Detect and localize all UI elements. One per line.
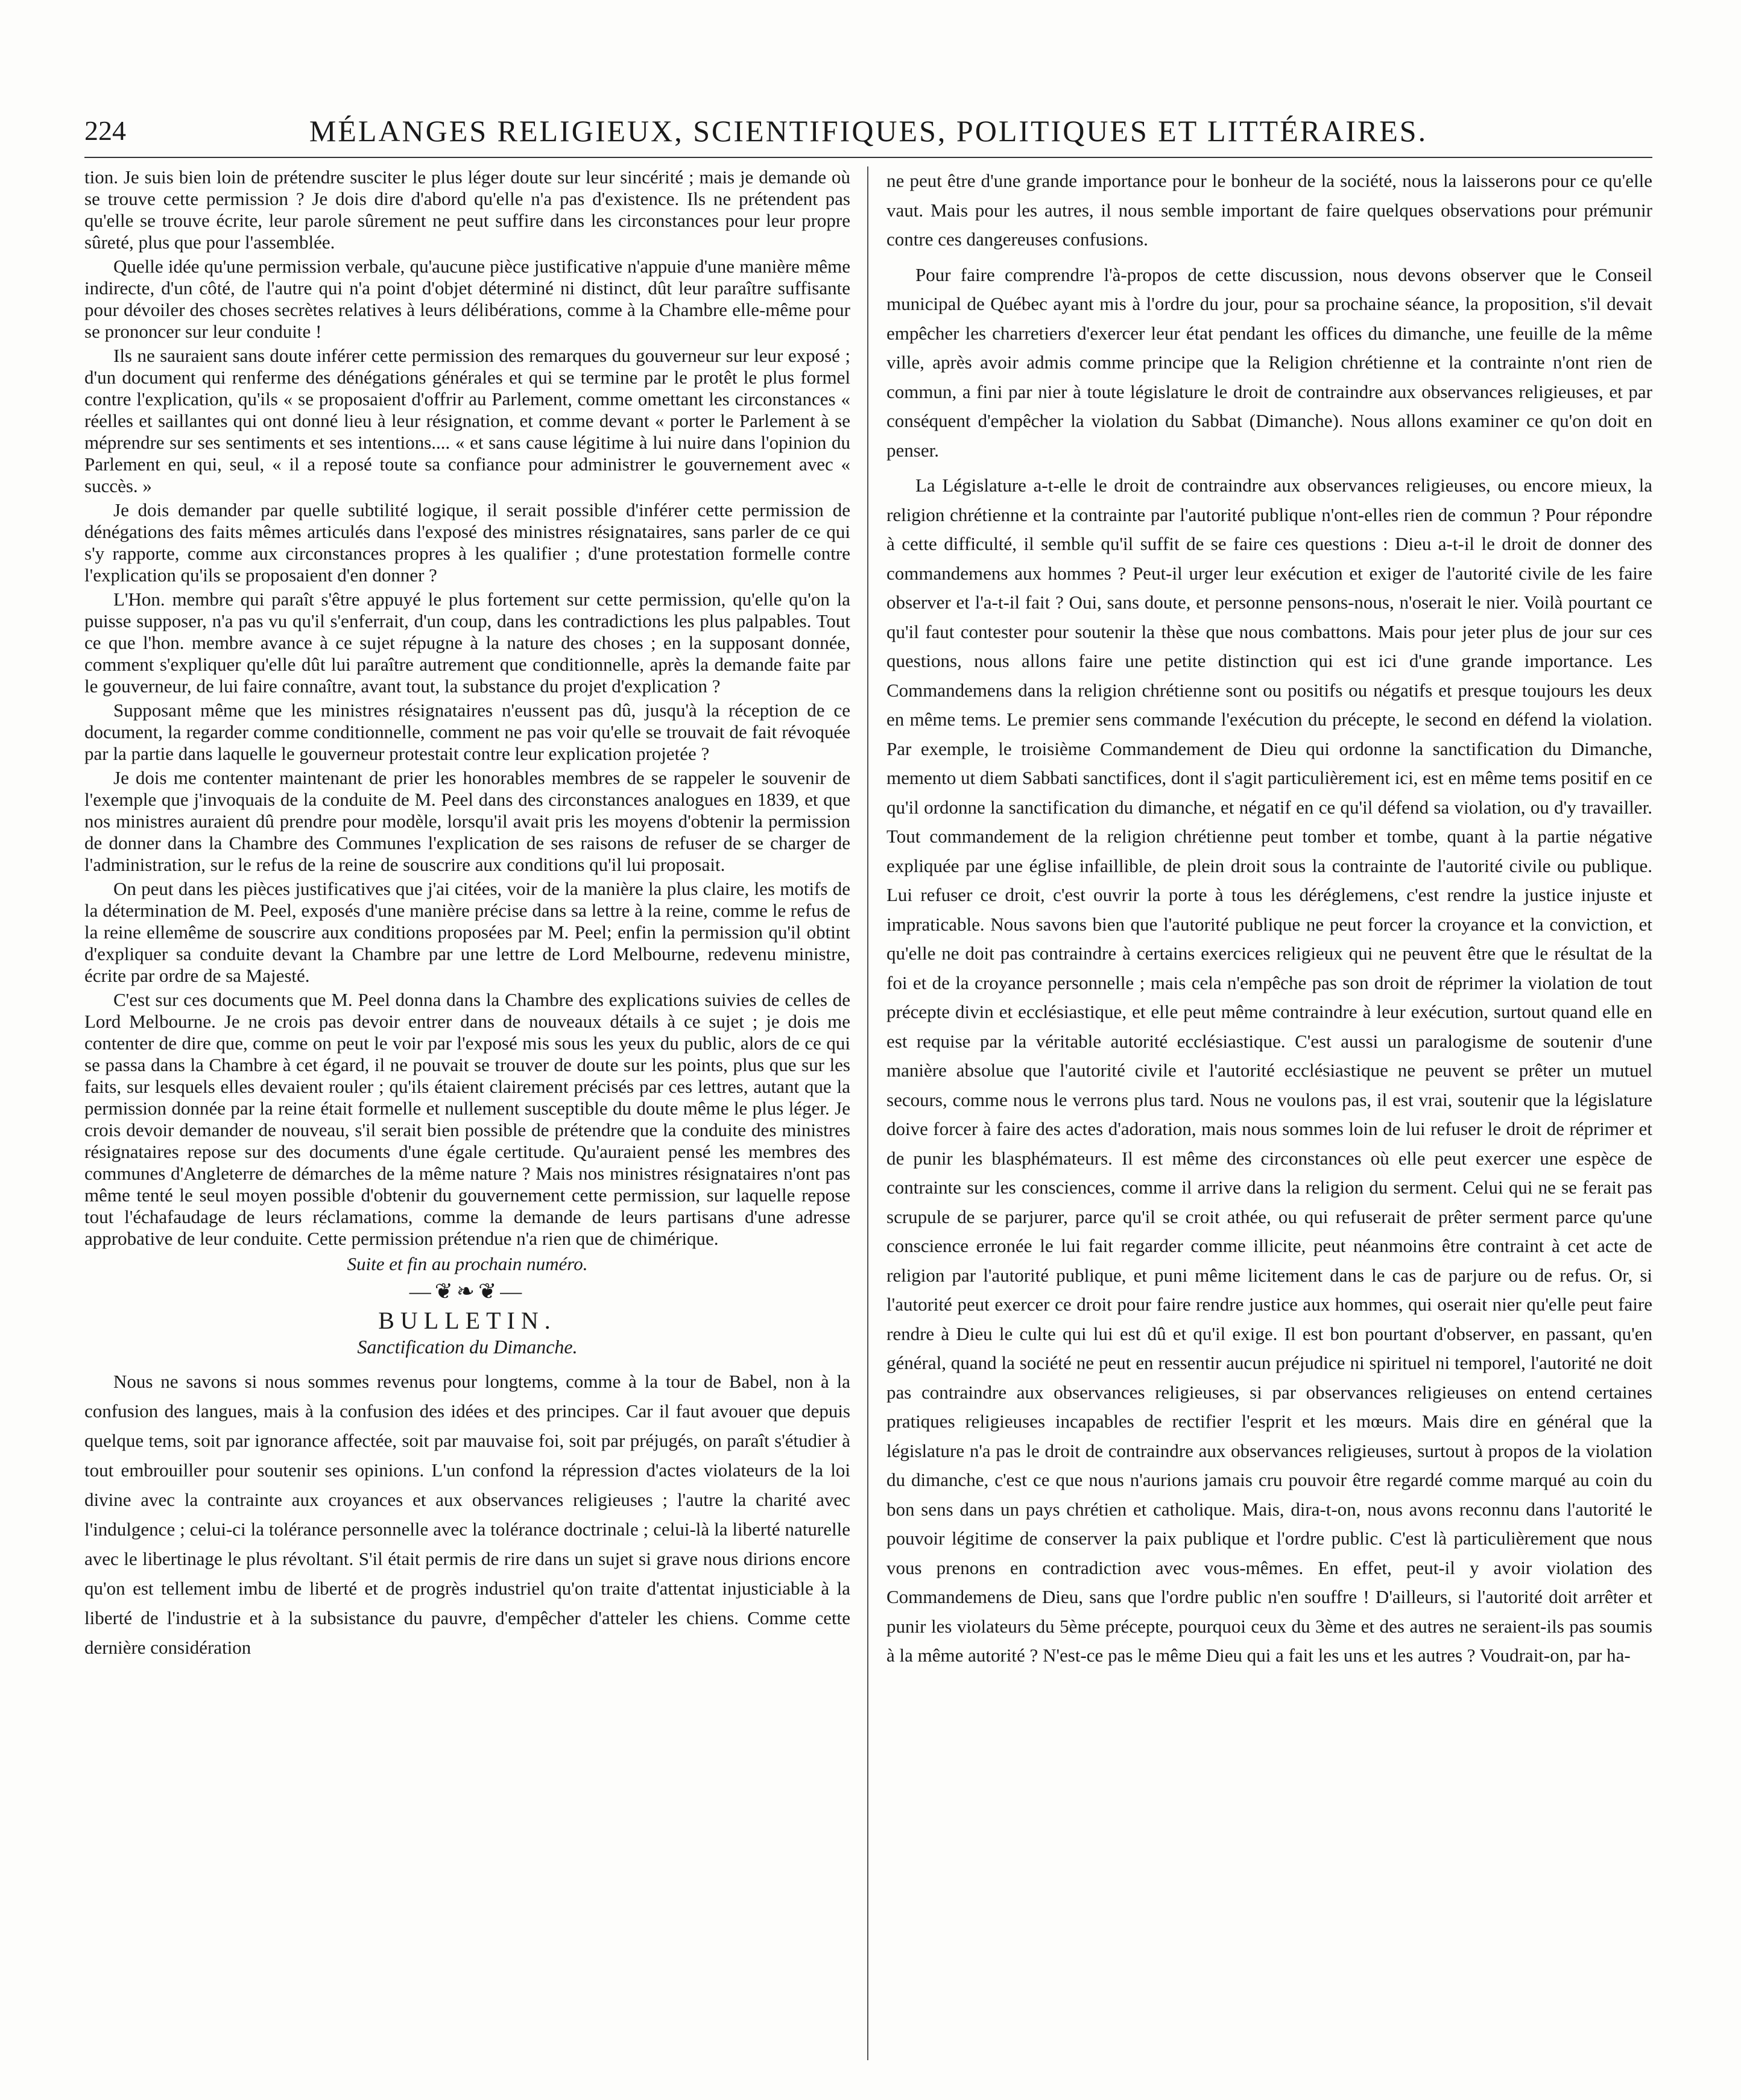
page-number: 224 bbox=[84, 115, 126, 146]
running-title: MÉLANGES RELIGIEUX, SCIENTIFIQUES, POLITIQUES ET LITTÉRAIRES. bbox=[309, 114, 1428, 148]
right-paragraph: Pour faire comprendre l'à-propos de cette discussion, nous devons observer que le Conseil municipal de Québec ayant mis à l'ordre du jour, pour sa prochaine séance, la proposition, s'il devait empêcher les charretiers d'exercer leur état pendant les offices du dimanche, une feuille de la même ville, après avoir admis comme principe que la Religion chrétienne et la contrainte n'ont rien de commun, a fini par nier à toute législature le droit de contraindre aux observances religieuses, et par conséquent d'empêcher la violation du Sabbat (Dimanche). Nous allons examiner ce qu'on doit en penser. bbox=[886, 264, 1652, 461]
column-divider bbox=[867, 166, 868, 2060]
right-paragraph: ne peut être d'une grande importance pour le bonheur de la société, nous la laisserons pour ce qu'elle vaut. Mais pour les autres, il nous semble important de faire quelques observations pour prémunir contre ces dangereuses confusions. bbox=[886, 170, 1652, 250]
left-paragraph: Quelle idée qu'une permission verbale, qu'aucune pièce justificative n'appuie d'une manière même indirecte, d'un côté, de l'autre qui n'a point d'objet déterminé ni distinct, dût leur paraître suffisante pour dévoiler des choses secrètes relatives à leurs délibérations, comme à la Chambre elle-même pour se prononcer sur leur conduite ! bbox=[84, 256, 850, 342]
left-paragraph: tion. Je suis bien loin de prétendre susciter le plus léger doute sur leur sincérité ; mais je demande où se trouve cette permission ? Je dois dire d'abord qu'elle n'a pas d'existence. Ils ne prétendent pas qu'elle se trouve écrite, leur parole sûrement ne peut suffire dans les circonstances pour leur propre sûreté, plus que pour l'assemblée. bbox=[84, 166, 850, 253]
left-paragraph: Ils ne sauraient sans doute inférer cette permission des remarques du gouverneur sur leur exposé ; d'un document qui renferme des dénégations générales et qui se termine par le protêt le plus formel contre l'explication, qu'ils « se proposaient d'offrir au Parlement, comme omettant les circonstances « réelles et saillantes qui ont donné lieu à leur résignation, et comme devant « porter le Parlement à se méprendre sur ses sentiments et ses intentions.... « et sans cause légitime à lui nuire dans l'opinion du Parlement en qui, seul, « il a reposé toute sa confiance pour administrer le gouvernement avec « succès. » bbox=[84, 345, 850, 496]
left-column bbox=[84, 166, 850, 2060]
bulletin-subtitle: Sanctification du Dimanche. bbox=[357, 1336, 578, 1358]
continuation-note: Suite et fin au prochain numéro. bbox=[347, 1253, 588, 1274]
left-paragraph: C'est sur ces documents que M. Peel donna dans la Chambre des explications suivies de celles de Lord Melbourne. Je ne crois pas devoir entrer dans de nouveaux détails à ce sujet ; je dois me contenter de dire que, comme on peut le voir par l'exposé mis sous les yeux du public, alors de ce qui se passa dans la Chambre à cet égard, il ne pouvait se trouver de doute sur les points, plus que sur les faits, sur lesquels elles devaient rouler ; qu'ils étaient clairement précisés par ces lettres, autant que la permission donnée par la reine était formelle et nullement susceptible du doute même le plus léger. Je crois devoir demander de nouveau, s'il serait bien possible de prétendre que la conduite des ministres résignataires repose sur des documents d'une égale certitude. Qu'auraient pensé les membres des communes d'Angleterre de démarches de la même nature ? Mais nos ministres résignataires n'ont pas même tenté le seul moyen possible d'obtenir du gouvernement cette permission, sur laquelle repose tout l'échafaudage de leurs réclamations, comme la demande de leurs partisans d'une adresse approbative de leur conduite. Cette permission prétendue n'a rien que de chimérique. bbox=[84, 989, 850, 1249]
text-columns bbox=[84, 166, 1652, 2060]
running-header bbox=[84, 109, 1652, 158]
bulletin-title: BULLETIN. bbox=[378, 1307, 557, 1334]
left-paragraph: Supposant même que les ministres résignataires n'eussent pas dû, jusqu'à la réception de ce document, la regarder comme conditionnelle, comment ne pas voir qu'elle se trouvait de fait révoquée par la partie dans laquelle le gouverneur protestait contre leur explication projetée ? bbox=[84, 700, 850, 764]
left-paragraph: Je dois me contenter maintenant de prier les honorables membres de se rappeler le souvenir de l'exemple que j'invoquais de la conduite de M. Peel dans des circonstances analogues en 1839, et que nos ministres auraient dû prendre pour modèle, lorsqu'il avait pris les moyens d'obtenir la permission de donner dans la Chambre des Communes l'explication de ses raisons de refuser de se charger de l'administration, sur le refus de la reine de souscrire aux conditions qu'il lui proposait. bbox=[84, 767, 850, 875]
left-paragraph: L'Hon. membre qui paraît s'être appuyé le plus fortement sur cette permission, qu'elle qu'on la puisse supposer, n'a pas vu qu'il s'enferrait, d'un coup, dans les contradictions les plus palpables. Tout ce que l'hon. membre avance à ce sujet répugne à la nature des choses ; en la supposant donnée, comment s'expliquer qu'elle dût lui paraître autrement que conditionnelle, après la demande faite par le gouverneur, de lui faire connaître, avant tout, la substance du projet d'explication ? bbox=[84, 589, 850, 697]
document-page bbox=[84, 109, 1652, 2063]
bulletin-paragraph: Nous ne savons si nous sommes revenus pour longtems, comme à la tour de Babel, non à la confusion des langues, mais à la confusion des idées et des principes. Car il faut avouer que depuis quelque tems, soit par ignorance affectée, soit par mauvaise foi, soit par préjugés, on paraît s'étudier à tout embrouiller pour soutenir ses opinions. L'un confond la répression d'actes violateurs de la loi divine avec la contrainte aux croyances et aux observances religieuses ; l'autre la charité avec l'indulgence ; celui-ci la tolérance personnelle avec la tolérance doctrinale ; celui-là la liberté naturelle avec le libertinage le plus révoltant. S'il était permis de rire dans un sujet si grave nous dirions encore qu'on est tellement imbu de liberté et de progrès industriel qu'on traite d'attentat injusticiable à la liberté de l'industrie et à la subsistance du pauvre, d'empêcher d'atteler les chiens. Comme cette dernière considération bbox=[84, 1371, 850, 1658]
left-paragraph: Je dois demander par quelle subtilité logique, il serait possible d'inférer cette permission de dénégations des faits mêmes articulés dans l'exposé des ministres résignataires, sans parler de ce qui s'y rapporte, comme aux circonstances propres à les qualifier ; d'une protestation formelle contre l'explication qu'ils se proposaient d'en donner ? bbox=[84, 499, 850, 586]
right-paragraph: La Législature a-t-elle le droit de contraindre aux observances religieuses, ou encore mieux, la religion chrétienne et la contrainte par l'autorité publique n'ont-elles rien de commun ? Pour répondre à cette difficulté, il semble qu'il suffit de se faire ces questions : Dieu a-t-il le droit de donner des commandemens aux hommes ? Peut-il urger leur exécution et exiger de l'autorité civile de les faire observer et l'a-t-il fait ? Oui, sans doute, et personne pensons-nous, n'oserait le nier. Voilà pourtant ce qu'il faut contester pour soutenir la thèse que nous combattons. Mais pour jeter plus de jour sur ces questions, nous allons faire une petite distinction qui est ici d'une grande importance. Les Commandemens dans la religion chrétienne sont ou positifs ou négatifs et presque toujours les deux en même tems. Le premier sens commande l'exécution du précepte, le second en défend la violation. Par exemple, le troisième Commandement de Dieu qui ordonne la sanctification du Dimanche, memento ut diem Sabbati sanctifices, dont il s'agit particulièrement ici, est en même tems positif en ce qu'il ordonne la sanctification du dimanche, et négatif en ce qu'il défend sa violation, ou d'y travailler. Tout commandement de la religion chrétienne peut tomber et tombe, quant à la partie négative expliquée par une église infaillible, de plein droit sous la contrainte de l'autorité civile ou publique. Lui refuser ce droit, c'est ouvrir la porte à tous les déréglemens, c'est rendre la justice injuste et impraticable. Nous savons bien que l'autorité publique ne peut forcer la croyance et la conviction, et qu'elle ne doit pas contraindre à certains exercices religieux qui ne peuvent être que le résultat de la foi et de la croyance personnelle ; mais cela n'empêche pas son droit de réprimer la violation de tout précepte divin et ecclésiastique, et elle peut même contraindre à leur exécution, surtout quand elle en est requise par la véritable autorité ecclésiastique. C'est aussi un paralogisme de soutenir d'une manière absolue que l'autorité civile et l'autorité ecclésiastique ne peuvent se prêter un mutuel secours, comme nous le verrons plus tard. Nous ne voulons pas, il est vrai, soutenir que la législature doive forcer à faire des actes d'adoration, mais nous sommes loin de lui refuser le droit de réprimer et de punir les blasphémateurs. Il est même des circonstances où elle peut exercer une espèce de contrainte sur les consciences, comme il arrive dans la religion du serment. Celui qui ne se ferait pas scrupule de se parjurer, parce qu'il se croit athée, ou qui refuserait de prêter serment parce qu'une conscience erronée le lui fait regarder comme illicite, peut néanmoins être contraint à cet acte de religion par l'autorité publique, et puni même licitement dans le cas de parjure ou de refus. Or, si l'autorité peut exercer ce droit pour faire rendre justice aux hommes, qui oserait nier qu'elle peut faire rendre à Dieu le culte qui lui est dû et qu'il exige. Il est bon pourtant d'observer, en passant, qu'en général, quand la société ne peut en ressentir aucun préjudice ni spirituel ni temporel, l'autorité ne doit pas contraindre aux observances religieuses, si par observances religieuses on entend certaines pratiques religieuses incapables de rectifier l'esprit et les mœurs. Mais dire en général que la législature n'a pas le droit de contraindre aux observances religieuses, surtout à propos de la violation du dimanche, c'est ce que nous n'aurions jamais cru pouvoir être regardé comme marqué au coin du bon sens dans un pays chrétien et catholique. Mais, dira-t-on, nous avons reconnu dans l'autorité le pouvoir légitime de conserver la paix publique et l'ordre public. C'est là particulièrement que nous vous prenons en contradiction avec vous-mêmes. En effet, peut-il y avoir violation des Commandemens de Dieu, sans que l'ordre public n'en souffre ! D'ailleurs, si l'autorité doit arrêter et punir les violateurs du 5ème précepte, pourquoi ceux du 3ème et des autres ne seraient-ils pas soumis à la même autorité ? N'est-ce pas le même Dieu qui a fait les uns et les autres ? Voudrait-on, par ha- bbox=[886, 475, 1652, 1666]
right-column bbox=[886, 166, 1652, 2060]
ornament-divider-icon: —❦❧❦— bbox=[409, 1279, 526, 1303]
left-paragraph: On peut dans les pièces justificatives que j'ai citées, voir de la manière la plus claire, les motifs de la détermination de M. Peel, exposés d'une manière précise dans sa lettre à la reine, comme le refus de la reine ellemême de souscrire aux conditions proposées par M. Peel; enfin la permission qu'il obtint d'expliquer sa conduite devant la Chambre par une lettre de Lord Melbourne, redevenu ministre, écrite par ordre de sa Majesté. bbox=[84, 878, 850, 986]
